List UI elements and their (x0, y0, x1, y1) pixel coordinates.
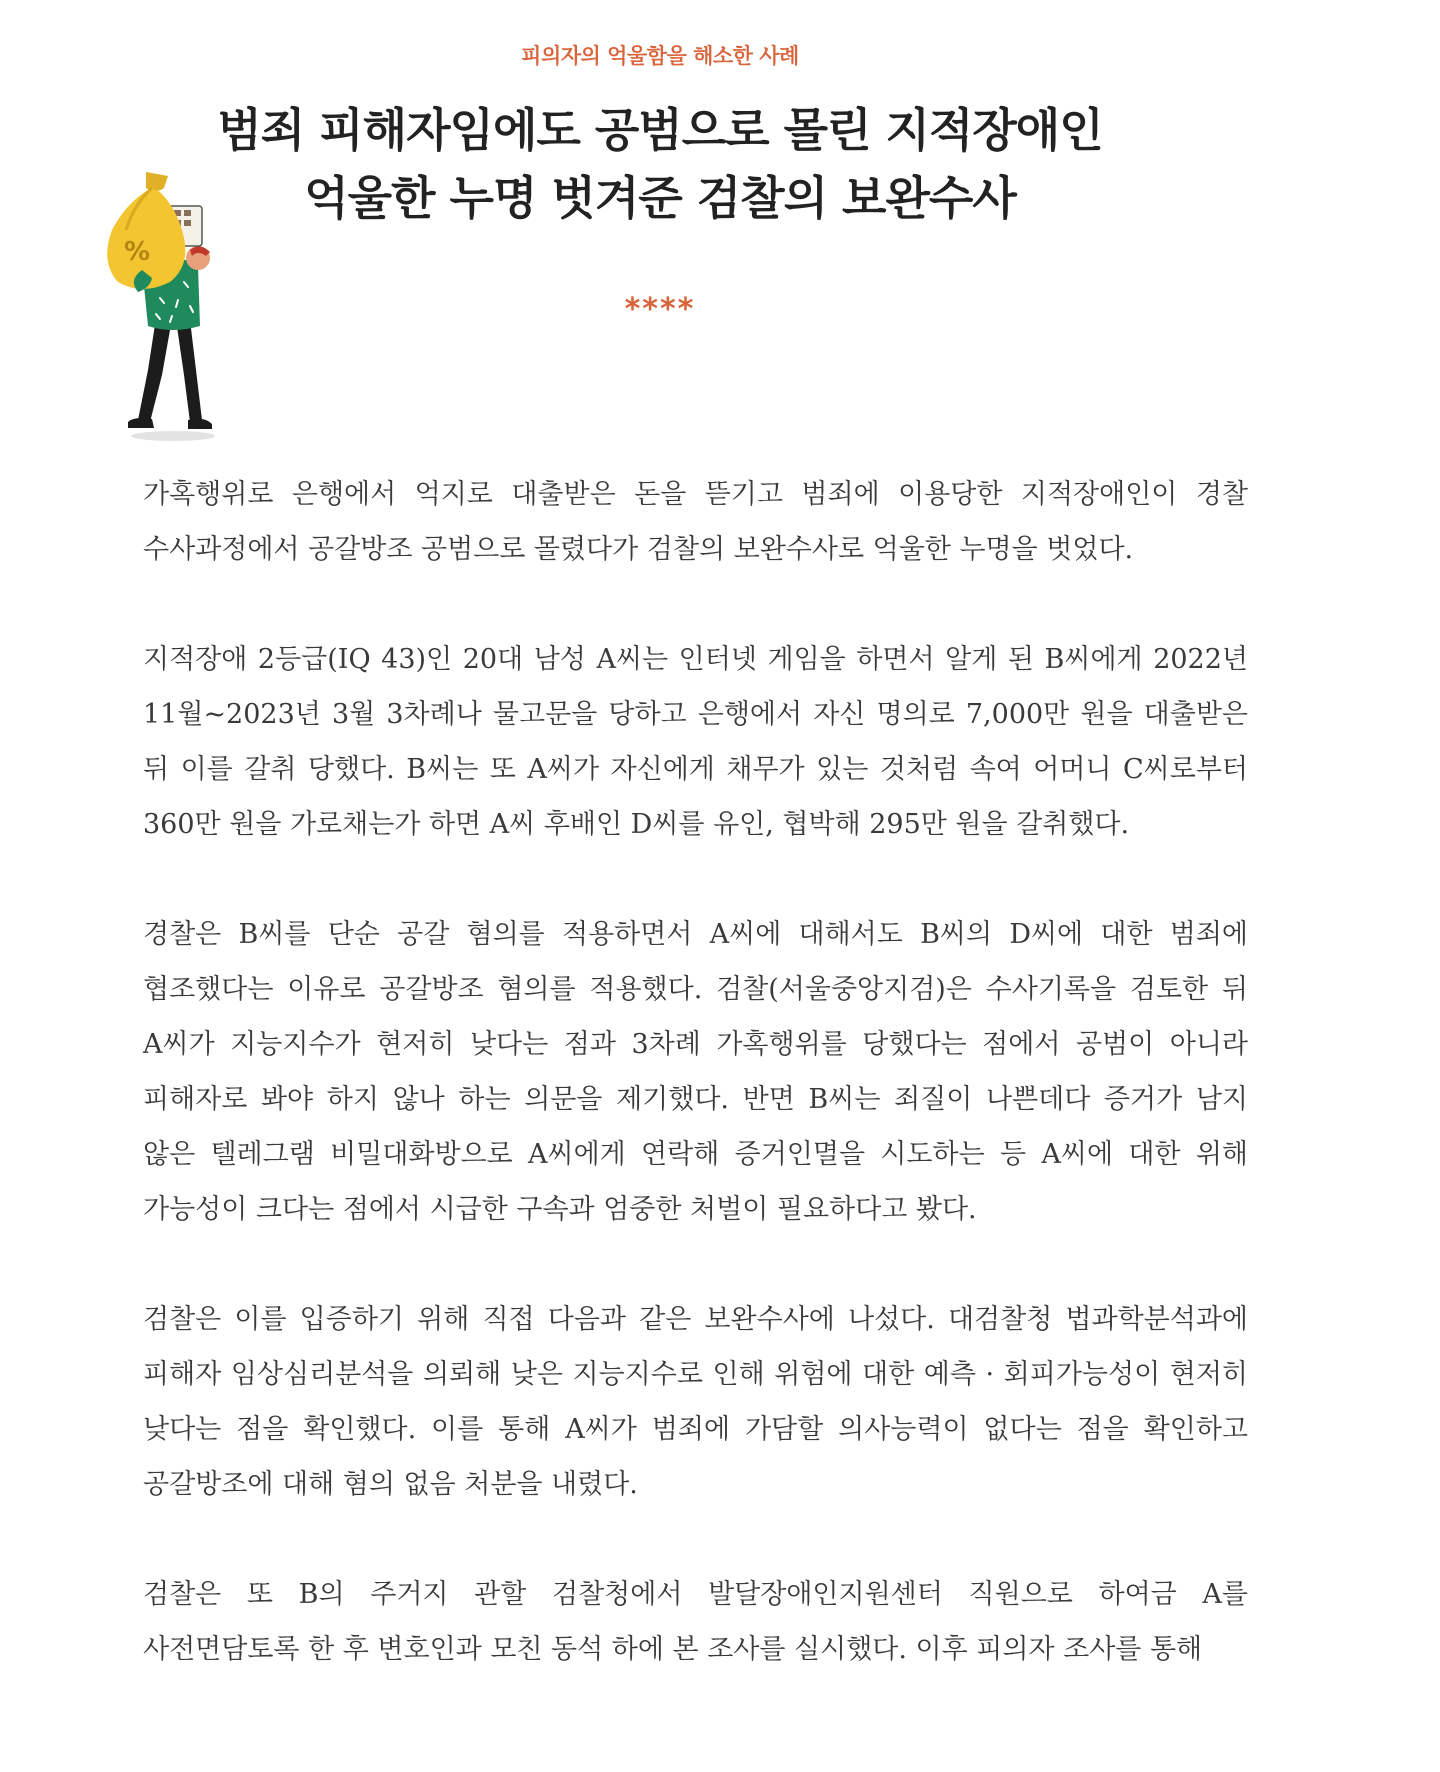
headline-line-2: 억울한 누명 벗겨준 검찰의 보완수사 (304, 171, 1016, 225)
svg-text:%: % (124, 237, 151, 267)
article-body (143, 467, 1248, 1732)
headline-line-1: 범죄 피해자임에도 공범으로 몰린 지적장애인 (217, 103, 1103, 157)
body-paragraph-2: 지적장애 2등급(IQ 43)인 20대 남성 A씨는 인터넷 게임을 하면서 알게 된 B씨에게 2022년 11월~2023년 3월 3차례나 물고문을 당하고 은행에서 자신 명의로 7,000만 원을 대출받은 뒤 이를 갈취 당했다. B씨는 또 A씨가 자신에게 채무가 있는 것처럼 속여 어머니 C씨로부터 360만 원을 가로채는가 하면 A씨 후배인 D씨를 유인, 협박해 295만 원을 갈취했다. (143, 644, 1248, 840)
body-paragraph-5: 검찰은 또 B의 주거지 관할 검찰청에서 발달장애인지원센터 직원으로 하여금 A를 사전면담토록 한 후 변호인과 모친 동석 하에 본 조사를 실시했다. 이후 피의자 조사를 통해 (143, 1579, 1248, 1665)
body-paragraph-1: 가혹행위로 은행에서 억지로 대출받은 돈을 뜯기고 범죄에 이용당한 지적장애인이 경찰 수사과정에서 공갈방조 공범으로 몰렸다가 검찰의 보완수사로 억울한 누명을 벗었다. (143, 479, 1248, 565)
article-kicker: 피의자의 억울함을 해소한 사례 (521, 44, 799, 68)
body-paragraph-3: 경찰은 B씨를 단순 공갈 혐의를 적용하면서 A씨에 대해서도 B씨의 D씨에 대한 범죄에 협조했다는 이유로 공갈방조 혐의를 적용했다. 검찰(서울중앙지검)은 수사기록을 검토한 뒤 A씨가 지능지수가 현저히 낮다는 점과 3차례 가혹행위를 당했다는 점에서 공범이 아니라 피해자로 봐야 하지 않나 하는 의문을 제기했다. 반면 B씨는 죄질이 나쁜데다 증거가 남지 않은 텔레그램 비밀대화방으로 A씨에게 연락해 증거인멸을 시도하는 등 A씨에 대한 위해 가능성이 크다는 점에서 시급한 구속과 엄중한 처벌이 필요하다고 봤다. (143, 919, 1248, 1225)
body-paragraph-4: 검찰은 이를 입증하기 위해 직접 다음과 같은 보완수사에 나섰다. 대검찰청 법과학분석과에 피해자 임상심리분석을 의뢰해 낮은 지능지수로 인해 위험에 대한 예측 · 회피가능성이 현저히 낮다는 점을 확인했다. 이를 통해 A씨가 범죄에 가담할 의사능력이 없다는 점을 확인하고 공갈방조에 대해 혐의 없음 처분을 내렸다. (143, 1304, 1248, 1500)
section-separator: **** (624, 292, 696, 327)
